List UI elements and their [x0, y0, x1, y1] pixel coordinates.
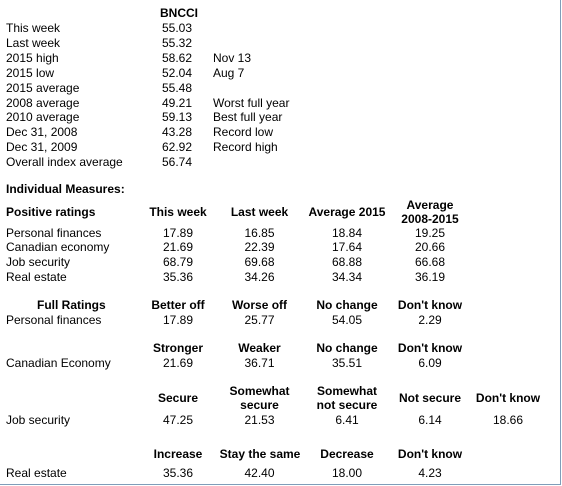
- column-header: Don't know: [397, 447, 463, 461]
- table-cell: 34.34: [331, 270, 363, 284]
- table-cell: 19.25: [414, 226, 446, 240]
- column-header: Stay the same: [219, 447, 301, 461]
- index-label: 2010 average: [6, 110, 80, 124]
- table-cell: 17.89: [162, 313, 194, 327]
- index-label: Last week: [6, 36, 61, 50]
- column-header: Better off: [151, 298, 205, 312]
- column-header: No change: [316, 341, 378, 355]
- index-note: Nov 13: [213, 51, 252, 65]
- table-cell: 18.84: [331, 226, 363, 240]
- column-header: Don't know: [475, 391, 541, 405]
- column-header: Decrease: [320, 447, 374, 461]
- index-label: Overall index average: [6, 155, 123, 169]
- index-note: Aug 7: [213, 66, 245, 80]
- column-header: This week: [149, 205, 207, 219]
- column-header: Increase: [153, 447, 203, 461]
- table-cell: 17.64: [331, 240, 363, 254]
- column-header: Weaker: [238, 341, 281, 355]
- index-label: 2015 average: [6, 81, 80, 95]
- table-cell: 68.88: [331, 255, 363, 269]
- column-header: Not secure: [398, 391, 462, 405]
- table-cell: 35.36: [162, 270, 194, 284]
- table-cell: 6.41: [335, 413, 359, 427]
- index-label: 2015 low: [6, 66, 55, 80]
- table-cell: 6.09: [418, 356, 442, 370]
- table-cell: 36.71: [244, 356, 275, 370]
- index-value: 52.04: [162, 66, 193, 80]
- index-value: 43.28: [162, 125, 193, 139]
- index-value: 59.13: [162, 110, 193, 124]
- index-value: 49.21: [162, 96, 193, 110]
- index-note: Best full year: [213, 110, 283, 124]
- table-row-label: Personal finances: [6, 313, 102, 327]
- table-cell: 21.69: [162, 240, 194, 254]
- table-cell: 69.68: [244, 255, 275, 269]
- table-row-label: Canadian Economy: [6, 356, 111, 370]
- table-cell: 17.89: [162, 226, 194, 240]
- table-cell: 25.77: [244, 313, 275, 327]
- index-label: Dec 31, 2008: [6, 125, 78, 139]
- column-header: Last week: [230, 205, 289, 219]
- table-row-label: Personal finances: [6, 226, 102, 240]
- table-cell: 34.26: [244, 270, 275, 284]
- table-cell: 22.39: [244, 240, 275, 254]
- index-note: Record high: [213, 140, 278, 154]
- table-cell: 68.79: [162, 255, 194, 269]
- table-cell: 21.53: [244, 413, 275, 427]
- table-cell: 18.66: [492, 413, 524, 427]
- table-cell: 21.69: [162, 356, 194, 370]
- column-header: Somewhat secure: [229, 384, 290, 412]
- column-header: Stronger: [152, 341, 203, 355]
- table-row-label: Canadian economy: [6, 240, 110, 254]
- table-cell: 35.51: [331, 356, 363, 370]
- table-row-label: Real estate: [6, 466, 67, 480]
- column-header: No change: [316, 298, 378, 312]
- table-row-label: Job security: [6, 255, 71, 269]
- table-cell: 54.05: [331, 313, 363, 327]
- index-label: 2008 average: [6, 96, 80, 110]
- index-value: 55.32: [162, 36, 193, 50]
- table-cell: 35.36: [162, 466, 194, 480]
- table-cell: 16.85: [244, 226, 275, 240]
- index-header: BNCCI: [160, 6, 198, 20]
- column-header: Somewhat not secure: [316, 384, 378, 412]
- column-header: Secure: [157, 391, 199, 405]
- table-cell: 20.66: [414, 240, 446, 254]
- index-value: 58.62: [162, 51, 193, 65]
- index-note: Record low: [213, 125, 274, 139]
- table-cell: 36.19: [414, 270, 446, 284]
- section-title: Individual Measures:: [6, 182, 125, 196]
- column-header: Average 2015: [308, 205, 386, 219]
- index-note: Worst full year: [213, 96, 290, 110]
- index-value: 55.48: [162, 81, 193, 95]
- table-cell: 42.40: [244, 466, 275, 480]
- table-cell: 66.68: [414, 255, 446, 269]
- index-label: Dec 31, 2009: [6, 140, 78, 154]
- table-cell: 18.00: [331, 466, 363, 480]
- table-cell: 2.29: [418, 313, 442, 327]
- column-header: Positive ratings: [6, 205, 96, 219]
- column-header: Worse off: [231, 298, 288, 312]
- index-label: This week: [6, 21, 61, 35]
- table-cell: 4.23: [418, 466, 442, 480]
- full-ratings-title: Full Ratings: [37, 298, 106, 312]
- column-header: Don't know: [397, 298, 463, 312]
- table-cell: 47.25: [162, 413, 194, 427]
- index-value: 56.74: [162, 155, 193, 169]
- column-header: Average 2008-2015: [401, 198, 459, 226]
- table-row-label: Job security: [6, 413, 71, 427]
- index-label: 2015 high: [6, 51, 59, 65]
- column-header: Don't know: [397, 341, 463, 355]
- table-row-label: Real estate: [6, 270, 67, 284]
- index-value: 62.92: [162, 140, 193, 154]
- index-value: 55.03: [162, 21, 193, 35]
- table-cell: 6.14: [418, 413, 442, 427]
